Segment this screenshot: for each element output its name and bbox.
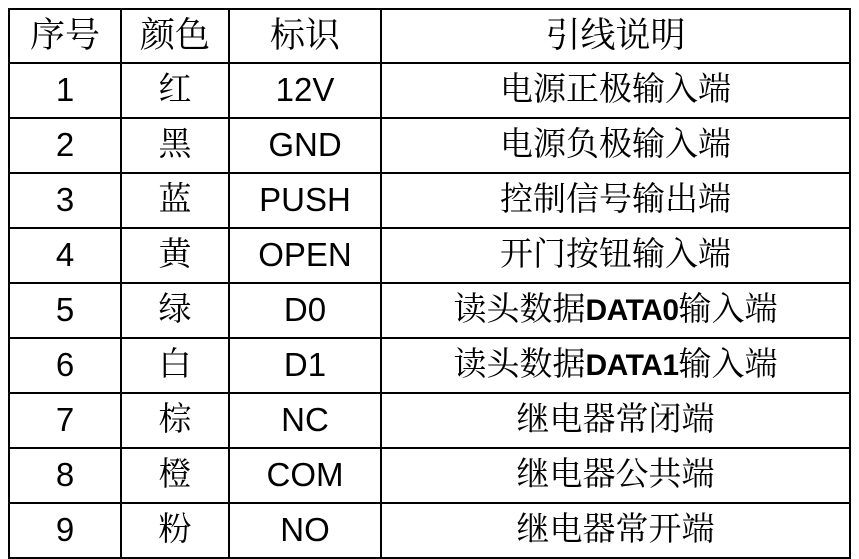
- cell-description: [381, 173, 850, 228]
- cell-description: [381, 503, 850, 558]
- cell-description: [381, 228, 850, 283]
- cell-index: 3: [9, 173, 121, 228]
- cell-color: 蓝: [121, 173, 229, 228]
- cell-color: 黑: [121, 118, 229, 173]
- cell-description: [381, 63, 850, 118]
- cell-description: [381, 393, 850, 448]
- cell-color: 白: [121, 338, 229, 393]
- cell-color: 粉: [121, 503, 229, 558]
- cell-index: 1: [9, 63, 121, 118]
- table-row: [9, 228, 850, 283]
- desc-text: 开门按钮输入端: [500, 237, 731, 274]
- table-row: [9, 393, 850, 448]
- cell-mark: GND: [229, 118, 381, 173]
- table-row: [9, 118, 850, 173]
- desc-text-post: 输入端: [678, 292, 778, 329]
- cell-index: 8: [9, 448, 121, 503]
- cell-index: 9: [9, 503, 121, 558]
- cell-mark: D0: [229, 283, 381, 338]
- cell-color: 橙: [121, 448, 229, 503]
- desc-text: 继电器公共端: [516, 457, 715, 494]
- cell-mark: COM: [229, 448, 381, 503]
- column-header-mark: 标识: [229, 9, 381, 63]
- table-row: [9, 448, 850, 503]
- table-row: [9, 503, 850, 558]
- cell-index: 4: [9, 228, 121, 283]
- desc-latin: DATA1: [585, 349, 679, 383]
- column-header-description: 引线说明: [381, 9, 850, 63]
- wiring-table: [8, 8, 851, 559]
- cell-color: 红: [121, 63, 229, 118]
- desc-text: 读头数据: [453, 347, 586, 384]
- desc-text: 电源正极输入端: [500, 72, 731, 109]
- cell-mark: NO: [229, 503, 381, 558]
- cell-index: 6: [9, 338, 121, 393]
- cell-mark: D1: [229, 338, 381, 393]
- cell-mark: PUSH: [229, 173, 381, 228]
- desc-text: 电源负极输入端: [500, 127, 731, 164]
- cell-color: 黄: [121, 228, 229, 283]
- column-header-index: 序号: [9, 9, 121, 63]
- cell-mark: 12V: [229, 63, 381, 118]
- desc-latin: DATA0: [585, 294, 679, 328]
- table-row: [9, 173, 850, 228]
- desc-text: 继电器常开端: [516, 512, 715, 549]
- cell-index: 2: [9, 118, 121, 173]
- table-row: [9, 63, 850, 118]
- column-header-color: 颜色: [121, 9, 229, 63]
- table-row: [9, 338, 850, 393]
- cell-color: 绿: [121, 283, 229, 338]
- cell-color: 棕: [121, 393, 229, 448]
- table-header-row: [9, 9, 850, 63]
- cell-description: [381, 448, 850, 503]
- desc-text-post: 输入端: [678, 347, 778, 384]
- cell-description: [381, 283, 850, 338]
- cell-mark: OPEN: [229, 228, 381, 283]
- table-row: [9, 283, 850, 338]
- cell-description: [381, 118, 850, 173]
- cell-index: 7: [9, 393, 121, 448]
- table-body: [9, 63, 850, 558]
- cell-index: 5: [9, 283, 121, 338]
- desc-text: 读头数据: [453, 292, 586, 329]
- cell-description: [381, 338, 850, 393]
- desc-text: 控制信号输出端: [500, 182, 731, 219]
- desc-text: 继电器常闭端: [516, 402, 715, 439]
- cell-mark: NC: [229, 393, 381, 448]
